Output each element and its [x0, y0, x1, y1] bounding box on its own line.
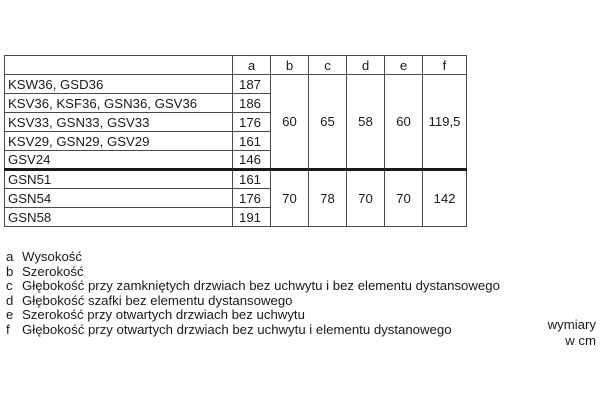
legend-key: c: [6, 278, 13, 293]
model-cell: GSV24: [5, 151, 233, 170]
group1-f: 119,5: [423, 75, 467, 170]
legend-text: Szerokość przy otwartych drzwiach bez uchwytu: [22, 307, 305, 322]
legend-key: b: [6, 263, 14, 279]
legend-item: [6, 294, 500, 309]
legend-item: [6, 308, 500, 323]
model-cell: KSV33, GSN33, GSV33: [5, 113, 233, 132]
model-cell: GSN54: [5, 189, 233, 208]
legend-text: Głębokość szafki bez elementu dystansowego: [22, 292, 293, 308]
legend-key: d: [6, 292, 14, 308]
height-cell: 176: [233, 113, 271, 132]
table-header-row: [5, 56, 467, 75]
model-cell: GSN58: [5, 208, 233, 227]
group2-c: 78: [309, 170, 347, 227]
dimensions-table: [4, 55, 467, 227]
units-line-1: wymiary: [547, 317, 596, 332]
height-cell: 161: [233, 170, 271, 189]
units-note: [548, 317, 596, 349]
height-cell: 161: [233, 132, 271, 151]
header-c: c: [309, 56, 347, 75]
legend-key: e: [6, 307, 14, 322]
legend-text: Szerokość: [22, 263, 84, 279]
group2-f: 142: [423, 170, 467, 227]
group1-d: 58: [347, 75, 385, 170]
legend-item: [6, 265, 500, 280]
height-cell: 187: [233, 75, 271, 94]
model-cell: KSV36, KSF36, GSN36, GSV36: [5, 94, 233, 113]
legend-item: [6, 250, 500, 265]
legend-item: [6, 279, 500, 294]
group2-e: 70: [385, 170, 423, 227]
header-b: b: [271, 56, 309, 75]
height-cell: 146: [233, 151, 271, 170]
height-cell: 186: [233, 94, 271, 113]
group1-c: 65: [309, 75, 347, 170]
header-e: e: [385, 56, 423, 75]
legend-text: Głębokość przy zamkniętych drzwiach bez uchwytu i bez elementu dystansowego: [22, 278, 500, 293]
legend-item: [6, 323, 500, 338]
group2-b: 70: [271, 170, 309, 227]
legend-key: f: [6, 321, 10, 337]
header-d: d: [347, 56, 385, 75]
header-a: a: [233, 56, 271, 75]
legend-key: a: [6, 249, 14, 264]
group1-e: 60: [385, 75, 423, 170]
height-cell: 191: [233, 208, 271, 227]
table-row: [5, 170, 467, 189]
legend-list: [6, 250, 500, 337]
legend-text: Głębokość przy otwartych drzwiach bez uchwytu i elementu dystanowego: [22, 321, 452, 337]
group2-d: 70: [347, 170, 385, 227]
group1-b: 60: [271, 75, 309, 170]
header-f: f: [423, 56, 467, 75]
header-model: [5, 56, 233, 75]
table-row: [5, 75, 467, 94]
units-line-2: w cm: [565, 333, 596, 348]
model-cell: KSV29, GSN29, GSV29: [5, 132, 233, 151]
model-cell: KSW36, GSD36: [5, 75, 233, 94]
height-cell: 176: [233, 189, 271, 208]
model-cell: GSN51: [5, 170, 233, 189]
legend-text: Wysokość: [22, 249, 82, 264]
